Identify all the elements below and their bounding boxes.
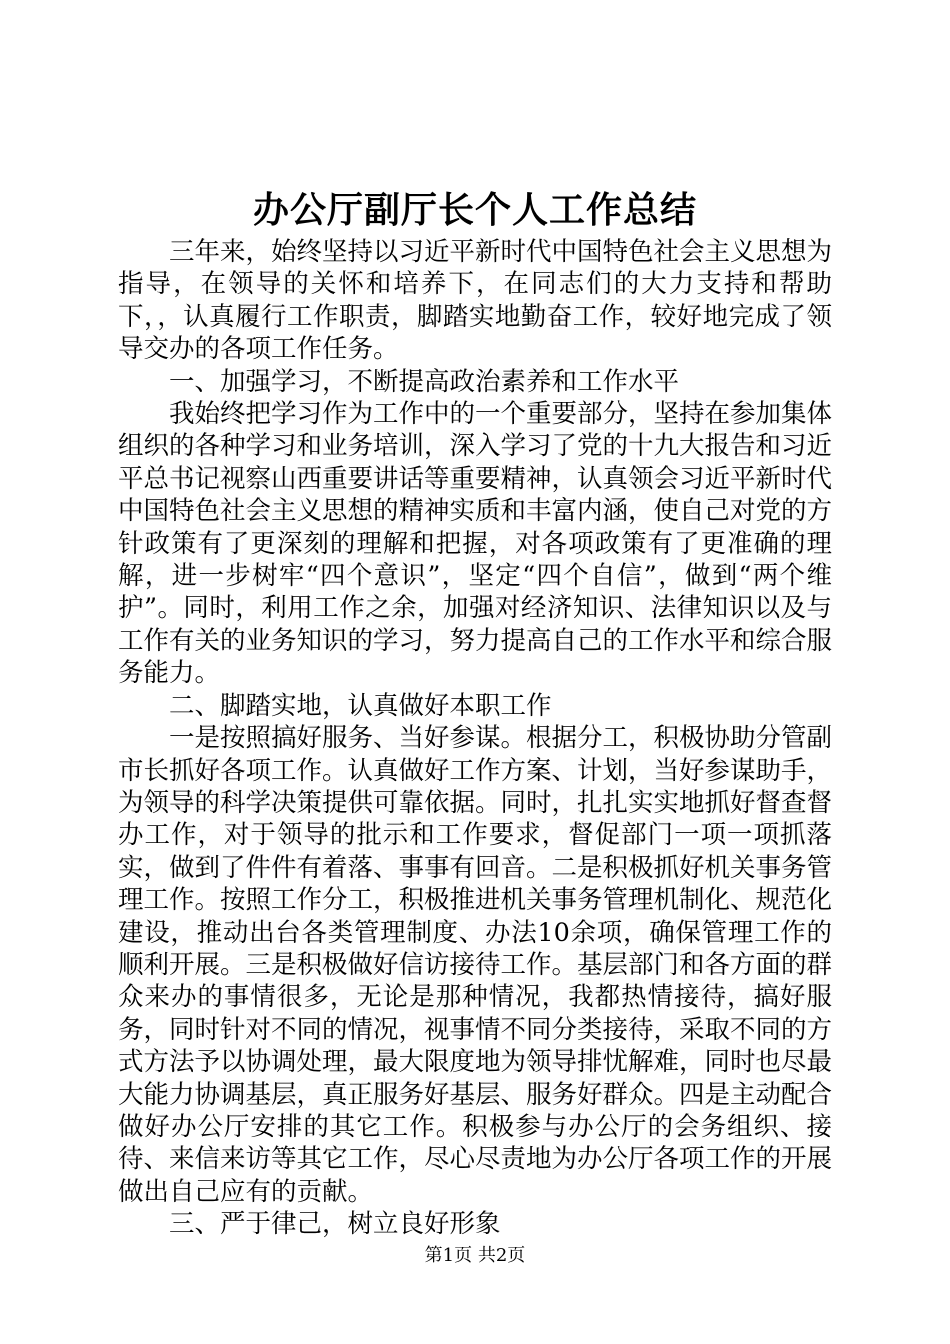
section-heading-3: 三、严于律己，树立良好形象 <box>169 1209 501 1240</box>
document-body <box>118 236 832 1241</box>
page-number-footer: 第1页 共2页 <box>424 1245 526 1266</box>
section-2-paragraph: 一是按照搞好服务、当好参谋。根据分工，积极协助分管副市长抓好各项工作。认真做好工作方案、计划，当好参谋助手，为领导的科学决策提供可靠依据。同时，扎扎实实地抓好督查督办工作，对于领导的批示和工作要求，督促部门一项一项抓落实，做到了件件有着落、事事有回音。二是积极抓好机关事务管理工作。按照工作分工，积极推进机关事务管理机制化、规范化建设，推动出台各类管理制度、办法10余项，确保管理工作的顺利开展。三是积极做好信访接待工作。基层部门和各方面的群众来办的事情很多，无论是那种情况，我都热情接待，搞好服务，同时针对不同的情况，视事情不同分类接待，采取不同的方式方法予以协调处理，最大限度地为领导排忧解难，同时也尽最大能力协调基层，真正服务好基层、服务好群众。四是主动配合做好办公厅安排的其它工作。积极参与办公厅的会务组织、接待、来信来访等其它工作，尽心尽责地为办公厅各项工作的开展做出自己应有的贡献。 <box>118 723 833 1207</box>
intro-paragraph: 三年来，始终坚持以习近平新时代中国特色社会主义思想为指导，在领导的关怀和培养下，在同志们的大力支持和帮助下，，认真履行工作职责，脚踏实地勤奋工作，较好地完成了领导交办的各项工作任务。 <box>118 237 833 365</box>
document-title: 办公厅副厅长个人工作总结 <box>252 189 697 231</box>
section-1-paragraph: 我始终把学习作为工作中的一个重要部分，坚持在参加集体组织的各种学习和业务培训，深入学习了党的十九大报告和习近平总书记视察山西重要讲话等重要精神，认真领会习近平新时代中国特色社会主义思想的精神实质和丰富内涵，使自己对党的方针政策有了更深刻的理解和把握，对各项政策有了更准确的理解，进一步树牢“四个意识”，坚定“四个自信”，做到“两个维护”。同时，利用工作之余，加强对经济知识、法律知识以及与工作有关的业务知识的学习，努力提高自己的工作水平和综合服务能力。 <box>118 399 833 689</box>
section-heading-2: 二、脚踏实地，认真做好本职工作 <box>169 690 552 721</box>
section-heading-1: 一、加强学习，不断提高政治素养和工作水平 <box>169 366 680 397</box>
